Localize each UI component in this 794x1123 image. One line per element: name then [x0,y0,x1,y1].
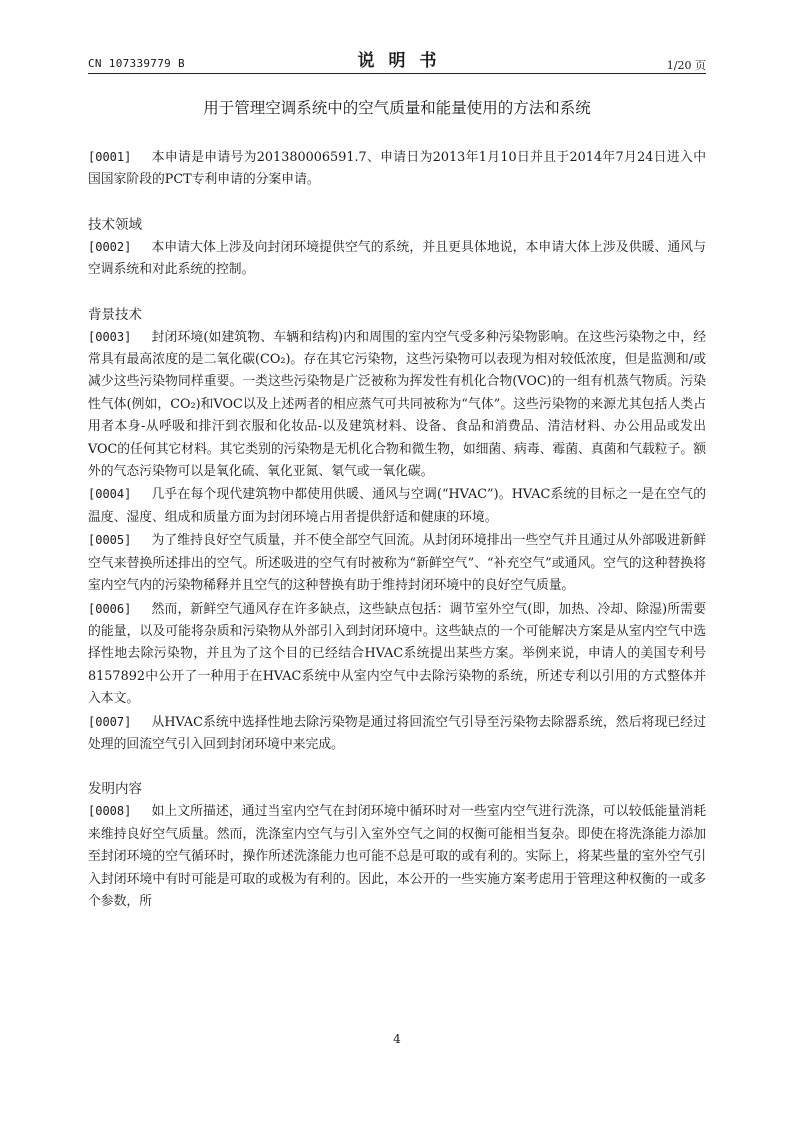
paragraph-0003 [88,326,706,484]
paragraph-number: [0006] [88,601,132,616]
paragraph-0001 [88,146,706,192]
section-heading-summary: 发明内容 [88,781,142,798]
document-title: 用于管理空调系统中的空气质量和能量使用的方法和系统 [203,99,591,117]
header-divider [88,73,706,74]
section-heading-background: 背景技术 [88,306,142,323]
page-number: 4 [393,1032,401,1046]
paragraph-number: [0007] [88,714,132,729]
paragraph-text: 封闭环境(如建筑物、车辆和结构)内和周围的室内空气受多种污染物影响。在这些污染物之中，经常具有最高浓度的是二氧化碳(CO₂)。存在其它污染物，这些污染物可以表现为相对较低浓度，但是监测和/或减少这些污染物同样重要。一类这些污染物是广泛被称为挥发性有机化合物(VOC)的一组有机蒸气物质。污染性气体(例如，CO₂)和VOC以及上述两者的相应蒸气可共同被称为“气体”。这些污染物的来源尤其包括人类占用者本身-从呼吸和排汗到衣服和化妆品-以及建筑材料、设备、食品和消费品、清洁材料、办公用品或发出VOC的任何其它材料。其它类别的污染物是无机化合物和微生物，如细菌、病毒、霉菌、真菌和气载粒子。额外的气态污染物可以是氧化硫、氧化亚氮、氡气或一氧化碳。 [88,329,706,480]
paragraph-number: [0004] [88,487,132,502]
paragraph-text: 然而，新鲜空气通风存在许多缺点，这些缺点包括：调节室外空气(即，加热、冷却、除湿)所需要的能量，以及可能将杂质和污染物从外部引入到封闭环境中。这些缺点的一个可能解决方案是从室内空气中选择性地去除污染物，并且为了这个目的已经结合HVAC系统提出某些方案。举例来说，申请人的美国专利号8157892中公开了一种用于在HVAC系统中从室内空气中去除污染物的系统，所述专利以引用的方式整体并入本文。 [88,601,706,707]
document-body [88,146,706,913]
paragraph-text: 为了维持良好空气质量，并不使全部空气回流。从封闭环境排出一些空气并且通过从外部吸进新鲜空气来替换所述排出的空气。所述吸进的空气有时被称为“新鲜空气”、“补充空气”或通风。空气的这种替换将室内空气内的污染物稀释并且空气的这种替换有助于维持封闭环境中的良好空气质量。 [88,533,706,594]
paragraph-0004 [88,483,706,529]
paragraph-number: [0002] [88,239,132,254]
paragraph-0008 [88,800,706,913]
paragraph-text: 从HVAC系统中选择性地去除污染物是通过将回流空气引导至污染物去除器系统，然后将现已经过处理的回流空气引入回到封闭环境中来完成。 [88,714,706,752]
paragraph-text: 几乎在每个现代建筑物中都使用供暖、通风与空调(“HVAC”)。HVAC系统的目标之一是在空气的温度、湿度、组成和质量方面为封闭环境占用者提供舒适和健康的环境。 [88,487,706,525]
paragraph-text: 本申请大体上涉及向封闭环境提供空气的系统，并且更具体地说，本申请大体上涉及供暖、通风与空调系统和对此系统的控制。 [88,239,706,278]
paragraph-number: [0005] [88,533,132,548]
document-type: 说明书 [357,51,451,71]
page-indicator: 1/20 页 [666,59,706,72]
paragraph-0007 [88,711,706,757]
paragraph-number: [0001] [88,150,132,164]
paragraph-number: [0003] [88,329,132,344]
paragraph-0002 [88,236,706,282]
paragraph-0005 [88,529,706,597]
paragraph-0006 [88,598,706,711]
paragraph-text: 如上文所描述，通过当室内空气在封闭环境中循环时对一些室内空气进行洗涤，可以较低能量消耗来维持良好空气质量。然而，洗涤室内空气与引入室外空气之间的权衡可能相当复杂。即使在将洗涤能力添加至封闭环境的空气循环时，操作所述洗涤能力也可能不总是可取的或有利的。实际上，将某些量的室外空气引入封闭环境中有时可能是可取的或极为有利的。因此，本公开的一些实施方案考虑用于管理这种权衡的一或多个参数，所 [88,804,706,909]
paragraph-number: [0008] [88,804,132,819]
section-heading-tech-field: 技术领域 [88,216,142,233]
paragraph-text: 本申请是申请号为201380006591.7、申请日为2013年1月10日并且于2014年7月24日进入中国国家阶段的PCT专利申请的分案申请。 [88,150,706,188]
page-header [88,44,706,74]
patent-number: CN 107339779 B [88,57,185,70]
